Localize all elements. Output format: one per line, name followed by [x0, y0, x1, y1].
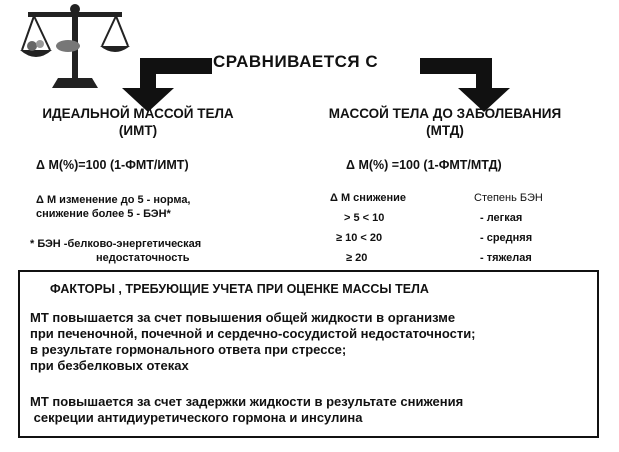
p1-line3: в результате гормонального ответа при стрессе;: [30, 342, 347, 357]
left-heading: [18, 106, 258, 138]
right-heading-line1: МАССОЙ ТЕЛА ДО ЗАБОЛЕВАНИЯ: [328, 106, 562, 121]
p1-line4: при безбелковых отеках: [30, 358, 189, 373]
p1-line2: при печеночной, почечной и сердечно-сосудистой недостаточности;: [30, 326, 476, 341]
footnote-line1: * БЭН -белково-энергетическая: [30, 238, 202, 250]
p2-line1: МТ повышается за счет задержки жидкости в результате снижения: [30, 394, 464, 409]
arrow-down-right-icon: [420, 52, 520, 114]
left-heading-line1: ИДЕАЛЬНОЙ МАССОЙ ТЕЛА: [42, 106, 234, 121]
factors-box: [18, 270, 599, 438]
degree-row-3: - тяжелая: [480, 252, 532, 264]
degree-row-2: - средняя: [480, 232, 533, 244]
left-formula: Δ М(%)=100 (1-ФМТ/ИМТ): [36, 158, 189, 172]
factors-paragraph-1: [30, 310, 476, 374]
range-row-3: ≥ 20: [346, 252, 368, 264]
left-note-line1: Δ М изменение до 5 - норма,: [36, 194, 191, 206]
range-row-1: > 5 < 10: [344, 212, 385, 224]
left-note-line2: снижение более 5 - БЭН*: [36, 208, 171, 220]
right-heading: [290, 106, 600, 138]
right-formula: Δ М(%) =100 (1-ФМТ/МТД): [346, 158, 502, 172]
footnote-line2: недостаточность: [96, 252, 190, 264]
degree-row-1: - легкая: [480, 212, 523, 224]
col-header-degree: Степень БЭН: [474, 192, 543, 204]
factors-title: ФАКТОРЫ , ТРЕБУЮЩИЕ УЧЕТА ПРИ ОЦЕНКЕ МАССЫ ТЕЛА: [50, 282, 429, 296]
left-heading-line2: (ИМТ): [118, 123, 158, 138]
right-heading-line2: (МТД): [426, 123, 464, 138]
factors-paragraph-2: [30, 394, 463, 426]
col-header-change: Δ М снижение: [330, 192, 407, 204]
p1-line1: МТ повышается за счет повышения общей жидкости в организме: [30, 310, 456, 325]
range-row-2: ≥ 10 < 20: [336, 232, 383, 244]
arrow-down-left-icon: [112, 52, 212, 114]
page-title: СРАВНИВАЕТСЯ С: [213, 52, 379, 71]
p2-line2: секреции антидиуретического гормона и инсулина: [30, 410, 363, 425]
